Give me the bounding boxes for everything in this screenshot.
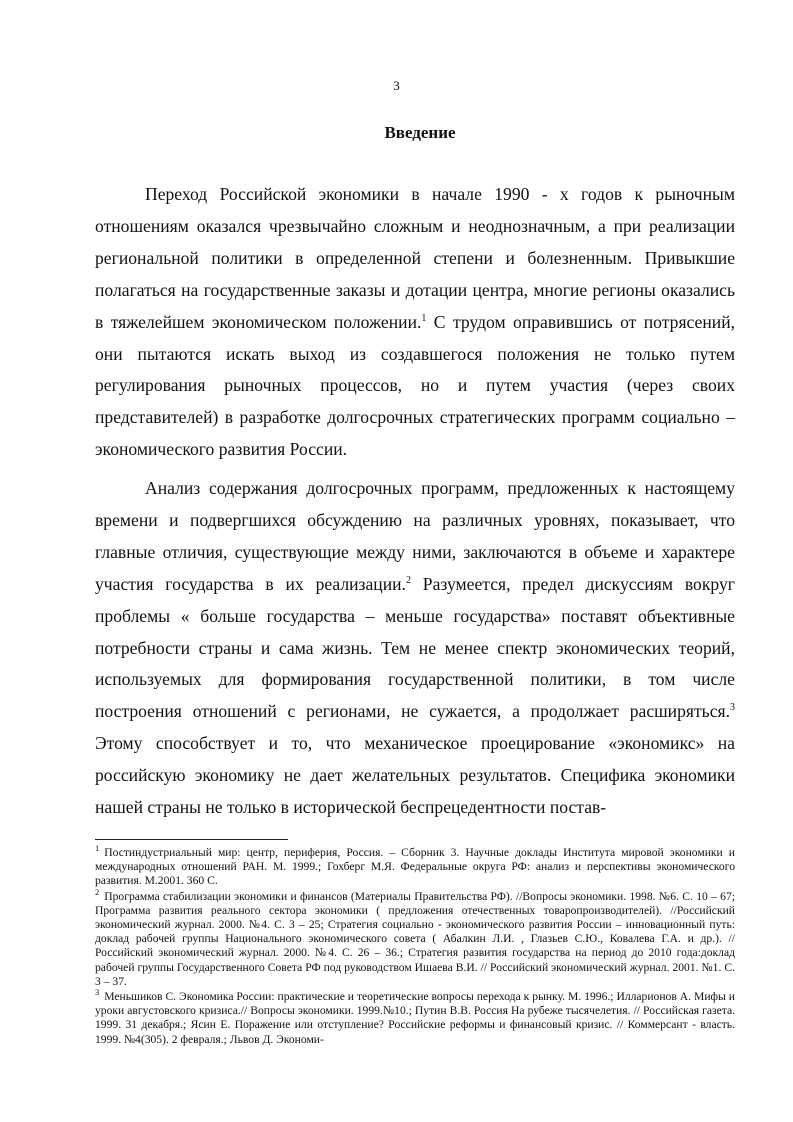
paragraph-1-text-b: С трудом оправившись от потрясений, они пытаются искать выход из создавшегося положения не только путем регулирования рыночных процессов, но и путем участия (через своих представителей) в разработке долгосрочных стратегических программ социально – экономического развития России. — [95, 311, 736, 460]
footnote-text: Меньшиков С. Экономика России: практические и теоретические вопросы перехода к рынку. М. 1996.; Илларионов А. Мифы и уроки августовского кризиса.// Вопросы экономики. 1999.№10.; Путин В.В. Россия На рубеже тысячелетия. // Российская газета. 1999. 31 декабря.; Ясин Е. Поражение или отступление? Российские реформы и финансовый кризис. // Коммерсант - власть. 1999. №4(305). 2 февраля.; Львов Д. Экономи- — [95, 990, 735, 1046]
footnote-text: Постиндустриальный мир: центр, периферия, Россия. – Сборник 3. Научные доклады Института мировой экономики и международных отношений РАН. М. 1999.; Гохберг М.Я. Федеральные округа РФ: анализ и перспективы экономического развития. М.2001. 360 С. — [95, 846, 735, 888]
paragraph-1 — [95, 179, 735, 466]
footnote-2 — [95, 886, 735, 989]
footnote-text: Программа стабилизации экономики и финансов (Материалы Правительства РФ). //Вопросы экономики. 1998. №6. С. 10 – 67; Программа развития реального сектора экономики ( предложения отечественных товаропроизводителей). //Российский экономический журнал. 2000. №4. С. 3 – 25; Стратегия социально - экономического развития России – инновационный путь: доклад рабочей группы Национального экономического совета ( Абалкин Л.И. , Глазьев С.Ю., Ковалева Г.А. и др.). // Российский экономический журнал. 2000. №4. С. 26 – 36.; Стратегия развития государства на период до 2010 года:доклад рабочей группы Государственного Совета РФ под руководством Ишаева В.И. // Российский экономический журнал. 2001. №1. С. 3 – 37. — [95, 889, 735, 988]
footnote-ref-1: 1 — [421, 312, 427, 324]
footnote-1 — [95, 843, 735, 889]
footnote-ref-2: 2 — [405, 574, 411, 586]
footnote-3 — [95, 987, 735, 1047]
footnote-marker: 3 — [95, 987, 100, 998]
page-number: 3 — [393, 78, 400, 93]
paragraph-2 — [95, 473, 735, 824]
paragraph-2-text-a: Анализ содержания долгосрочных программ, предложенных к настоящему времени и подвергшихся обсуждению на различных уровнях, показывает, что главные отличия, существующие между ними, заключаются в объеме и характере участия государства в их реализации. — [95, 478, 735, 594]
footnote-marker: 1 — [95, 843, 100, 854]
footnotes — [95, 843, 735, 1048]
paragraph-2-text-c: Этому способствует и то, что механическое проецирование «экономикс» на российскую экономику не дает желательных результатов. Специфика экономики нашей страны не только в исторической беспрецедентности постав- — [95, 733, 735, 818]
footnote-ref-3: 3 — [730, 702, 735, 714]
section-heading: Введение — [384, 123, 456, 142]
paragraph-2-text-b: Разумеется, предел дискуссиям вокруг проблемы « больше государства – меньше государства» поставят объективные потребности страны и сама жизнь. Тем не менее спектр экономических теорий, используемых для формирования государственной политики, в том числе построения отношений с регионами, не сужается, а продолжает расширяться. — [95, 573, 735, 722]
footnote-separator — [95, 839, 288, 840]
paragraph-1-text-a: Переход Российской экономики в начале 1990 - х годов к рыночным отношениям оказался чрезвычайно сложным и неоднозначным, а при реализации региональной политики в определенной степени и болезненным. Привыкшие полагаться на государственные заказы и дотации центра, многие регионы оказались в тяжелейшем экономическом положении. — [95, 184, 735, 332]
footnote-marker: 2 — [95, 886, 100, 897]
